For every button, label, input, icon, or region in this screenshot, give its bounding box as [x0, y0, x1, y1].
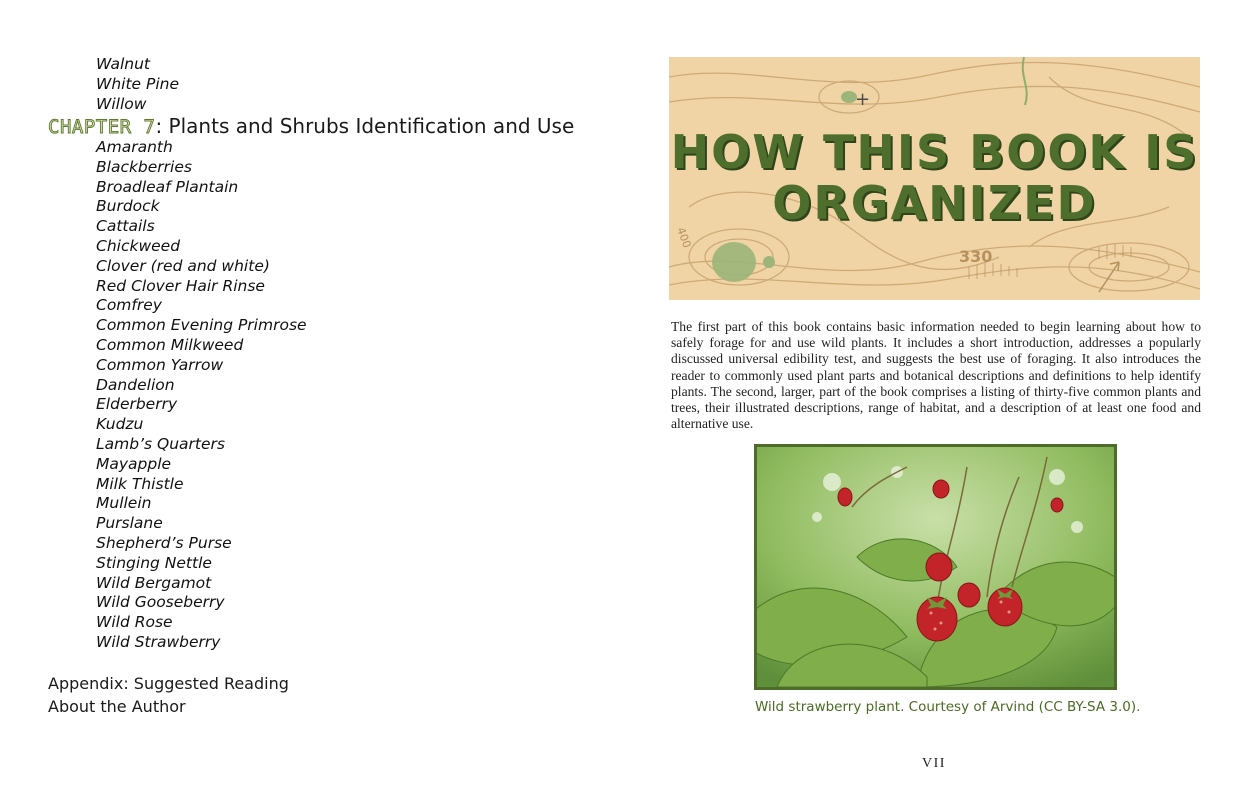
toc-entry[interactable]: Elderberry [96, 395, 178, 414]
map-elevation-400: 400 [674, 225, 694, 250]
toc-entry[interactable]: Chickweed [96, 236, 181, 255]
toc-entry[interactable]: Common Yarrow [96, 355, 224, 374]
toc-entry[interactable]: Wild Gooseberry [96, 593, 225, 612]
toc-entry[interactable]: Blackberries [96, 157, 192, 176]
banner-title-line2: ORGANIZED [772, 176, 1097, 230]
toc-entry[interactable]: Wild Strawberry [96, 632, 221, 651]
toc-entry[interactable]: Kudzu [96, 415, 144, 434]
chapter-7-heading[interactable] [48, 114, 574, 138]
toc-about-author[interactable]: About the Author [48, 697, 186, 716]
photo-caption: Wild strawberry plant. Courtesy of Arvind (CC BY-SA 3.0). [755, 699, 1141, 715]
right-page [622, 0, 1244, 800]
toc-entry[interactable]: Common Evening Primrose [96, 316, 307, 335]
chapter-7-title: : Plants and Shrubs Identification and Use [155, 114, 575, 138]
toc-entry[interactable]: Cattails [96, 217, 155, 236]
toc-entry[interactable]: Amaranth [96, 138, 173, 156]
map-elevation-330: 330 [959, 247, 993, 266]
banner-title [669, 127, 1200, 229]
toc-entry[interactable]: Red Clover Hair Rinse [96, 276, 265, 295]
toc-entry[interactable]: Common Milkweed [96, 335, 244, 354]
toc-chapter7-list [96, 138, 307, 653]
strawberry-plant-image [757, 447, 1114, 687]
chapter-7-label: CHAPTER 7 [48, 116, 156, 138]
toc-entry[interactable]: Shepherd’s Purse [96, 533, 232, 552]
banner-title-line1: HOW THIS BOOK IS [670, 125, 1199, 179]
toc-entry[interactable]: Clover (red and white) [96, 256, 270, 275]
toc-entry[interactable]: Broadleaf Plantain [96, 177, 239, 196]
toc-entry[interactable]: Dandelion [96, 375, 175, 394]
toc-entry[interactable]: Wild Bergamot [96, 573, 212, 592]
toc-chapter6-continued-list [96, 55, 179, 114]
toc-appendix[interactable]: Appendix: Suggested Reading [48, 674, 289, 693]
intro-paragraph: The first part of this book contains basic information needed to begin learning about how to safely forage for and use wild plants. It includes a short introduction, addresses a popularly discussed universal edibility test, and suggests the best use of foraging. It also introduces the reader to commonly used plant parts and botanical descriptions and definitions to help identify plants. The second, larger, part of the book comprises a listing of thirty-five common plants and trees, their illustrated descriptions, range of habitat, and a description of at least one food and alternative use. [671, 319, 1201, 432]
toc-entry[interactable]: Purslane [96, 514, 163, 533]
toc-entry[interactable]: Willow [96, 94, 147, 113]
toc-entry[interactable]: Mayapple [96, 454, 172, 473]
toc-entry[interactable]: Mullein [96, 494, 152, 513]
toc-entry[interactable]: Walnut [96, 55, 151, 73]
section-banner [669, 57, 1200, 300]
toc-entry[interactable]: Lamb’s Quarters [96, 434, 225, 453]
toc-entry[interactable]: White Pine [96, 74, 180, 93]
toc-entry[interactable]: Stinging Nettle [96, 553, 212, 572]
toc-entry[interactable]: Burdock [96, 197, 160, 216]
toc-entry[interactable]: Milk Thistle [96, 474, 184, 493]
svg-text:+: + [855, 89, 871, 110]
wild-strawberry-photo [754, 444, 1117, 690]
page-number: VII [922, 756, 946, 771]
toc-entry[interactable]: Comfrey [96, 296, 162, 315]
toc-entry[interactable]: Wild Rose [96, 613, 173, 632]
